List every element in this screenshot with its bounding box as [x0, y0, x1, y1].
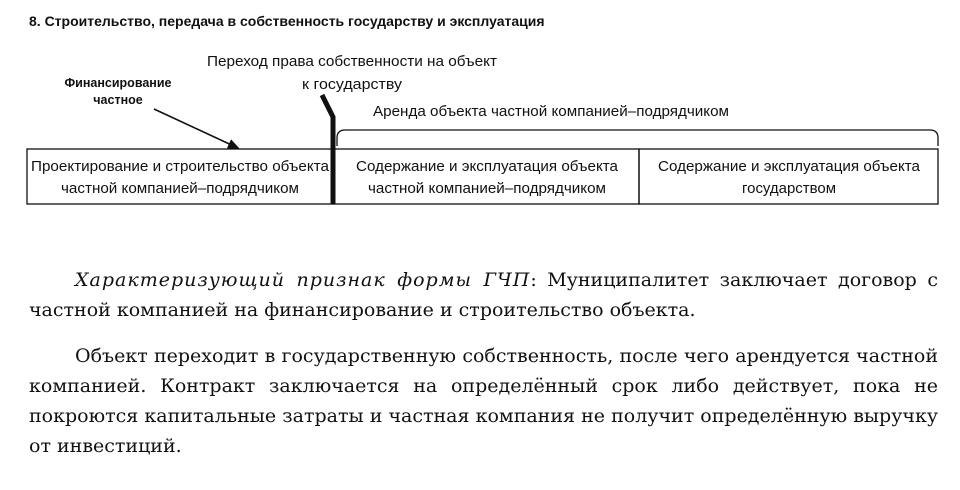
ownership-body: Объект переходит в государственную собственность, после чего арендуется частной компанией. Контракт заключается на определённый срок либо действует, пока не покроются капитальные затраты и частная компания не получит определённую выручку от инвестиций.: [29, 345, 938, 457]
transfer-label-line1: Переход права собственности на объект: [207, 54, 498, 70]
box1-line2: частной компанией–подрядчиком: [61, 181, 299, 197]
box1-line1: Проектирование и строительство объекта: [31, 159, 330, 175]
transfer-label-line2: к государству: [302, 77, 403, 93]
funding-label-line1: Финансирование: [64, 76, 172, 90]
box2-line1: Содержание и эксплуатация объекта: [356, 159, 619, 175]
funding-arrow: [154, 109, 238, 148]
box3-line1: Содержание и эксплуатация объекта: [658, 159, 921, 175]
characteristic-body: : Муниципалитет заключает договор с частной компанией на финансирование и строительство объекта.: [29, 269, 939, 321]
box2-line2: частной компанией–подрядчиком: [368, 181, 606, 197]
lease-label: Аренда объекта частной компанией–подрядчиком: [373, 104, 729, 120]
lease-bracket: [337, 130, 938, 146]
ppp-scheme-diagram: [0, 0, 960, 230]
section-heading: 8. Строительство, передача в собственность государству и эксплуатация: [29, 13, 545, 29]
characteristic-lead: Характеризующий признак формы ГЧП: [75, 269, 531, 291]
funding-label-line2: частное: [93, 93, 143, 107]
paragraph-ownership: [29, 341, 938, 461]
box3-line2: государством: [742, 181, 836, 197]
paragraph-characteristic: [29, 265, 938, 325]
